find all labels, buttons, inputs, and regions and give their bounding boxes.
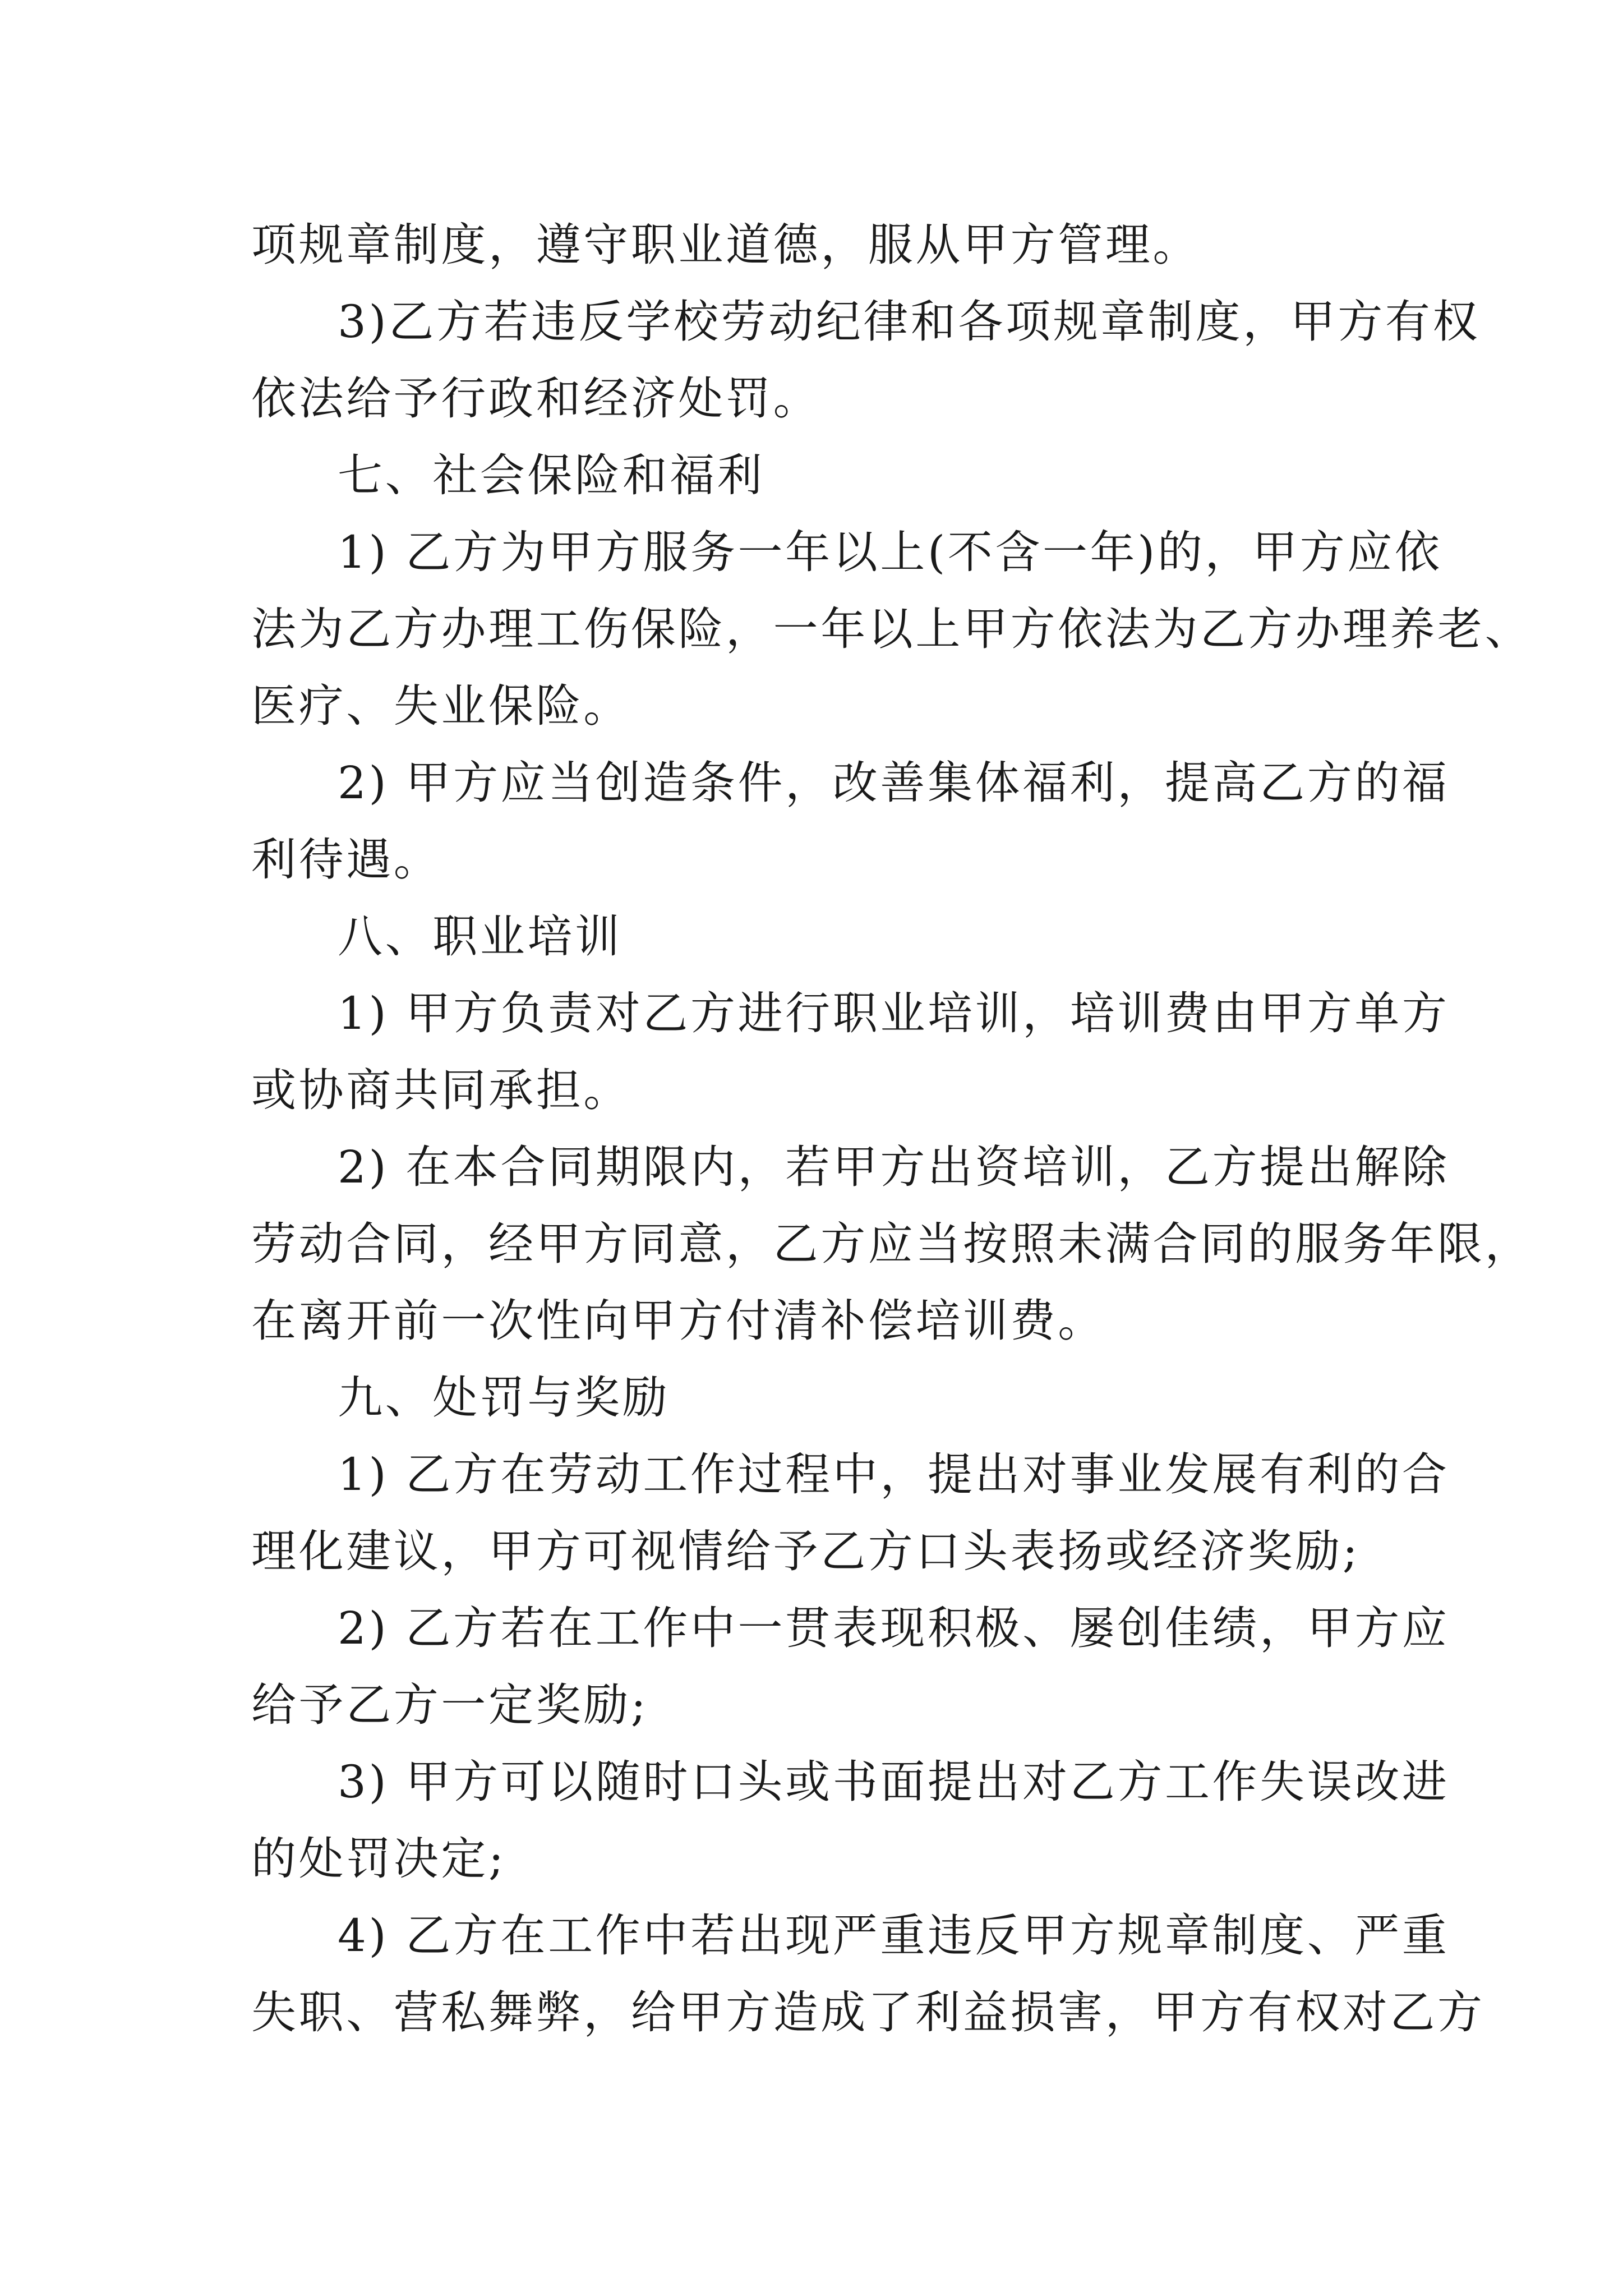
text-line: 1) 乙方为甲方服务一年以上(不含一年)的，甲方应依 [338,526,1442,578]
text-line: 利待遇。 [251,834,441,886]
text-line: 2) 甲方应当创造条件，改善集体福利，提高乙方的福 [338,757,1450,809]
text-line: 给予乙方一定奖励; [251,1679,649,1731]
text-line: 或协商共同承担。 [251,1064,631,1116]
text-line: 3) 甲方可以随时口头或书面提出对乙方工作失误改进 [338,1756,1450,1808]
section-heading: 八、职业培训 [338,910,623,963]
text-line: 1) 乙方在劳动工作过程中，提出对事业发展有利的合 [338,1448,1450,1501]
text-line: 理化建议，甲方可视情给予乙方口头表扬或经济奖励; [251,1525,1361,1577]
text-line: 4) 乙方在工作中若出现严重违反甲方规章制度、严重 [338,1910,1450,1962]
document-body [251,206,1533,2051]
section-heading: 七、社会保险和福利 [338,449,765,501]
text-line: 劳动合同，经甲方同意，乙方应当按照未满合同的服务年限， [251,1218,1533,1270]
text-line: 1) 甲方负责对乙方进行职业培训，培训费由甲方单方 [338,987,1450,1039]
text-line: 项规章制度，遵守职业道德，服从甲方管理。 [251,219,1200,271]
text-line: 的处罚决定; [251,1833,506,1885]
text-line: 失职、营私舞弊，给甲方造成了利益损害，甲方有权对乙方 [251,1986,1485,2039]
section-heading: 九、处罚与奖励 [338,1372,670,1424]
text-line: 3)乙方若违反学校劳动纪律和各项规章制度，甲方有权 [338,296,1481,348]
text-line: 在离开前一次性向甲方付清补偿培训费。 [251,1295,1105,1347]
text-line: 医疗、失业保险。 [251,680,631,732]
text-line: 2) 乙方若在工作中一贯表现积极、屡创佳绩，甲方应 [338,1602,1450,1654]
text-line: 2) 在本合同期限内，若甲方出资培训，乙方提出解除 [338,1141,1450,1193]
text-line: 法为乙方办理工伤保险，一年以上甲方依法为乙方办理养老、 [251,603,1533,655]
text-line: 依法给予行政和经济处罚。 [251,372,821,425]
